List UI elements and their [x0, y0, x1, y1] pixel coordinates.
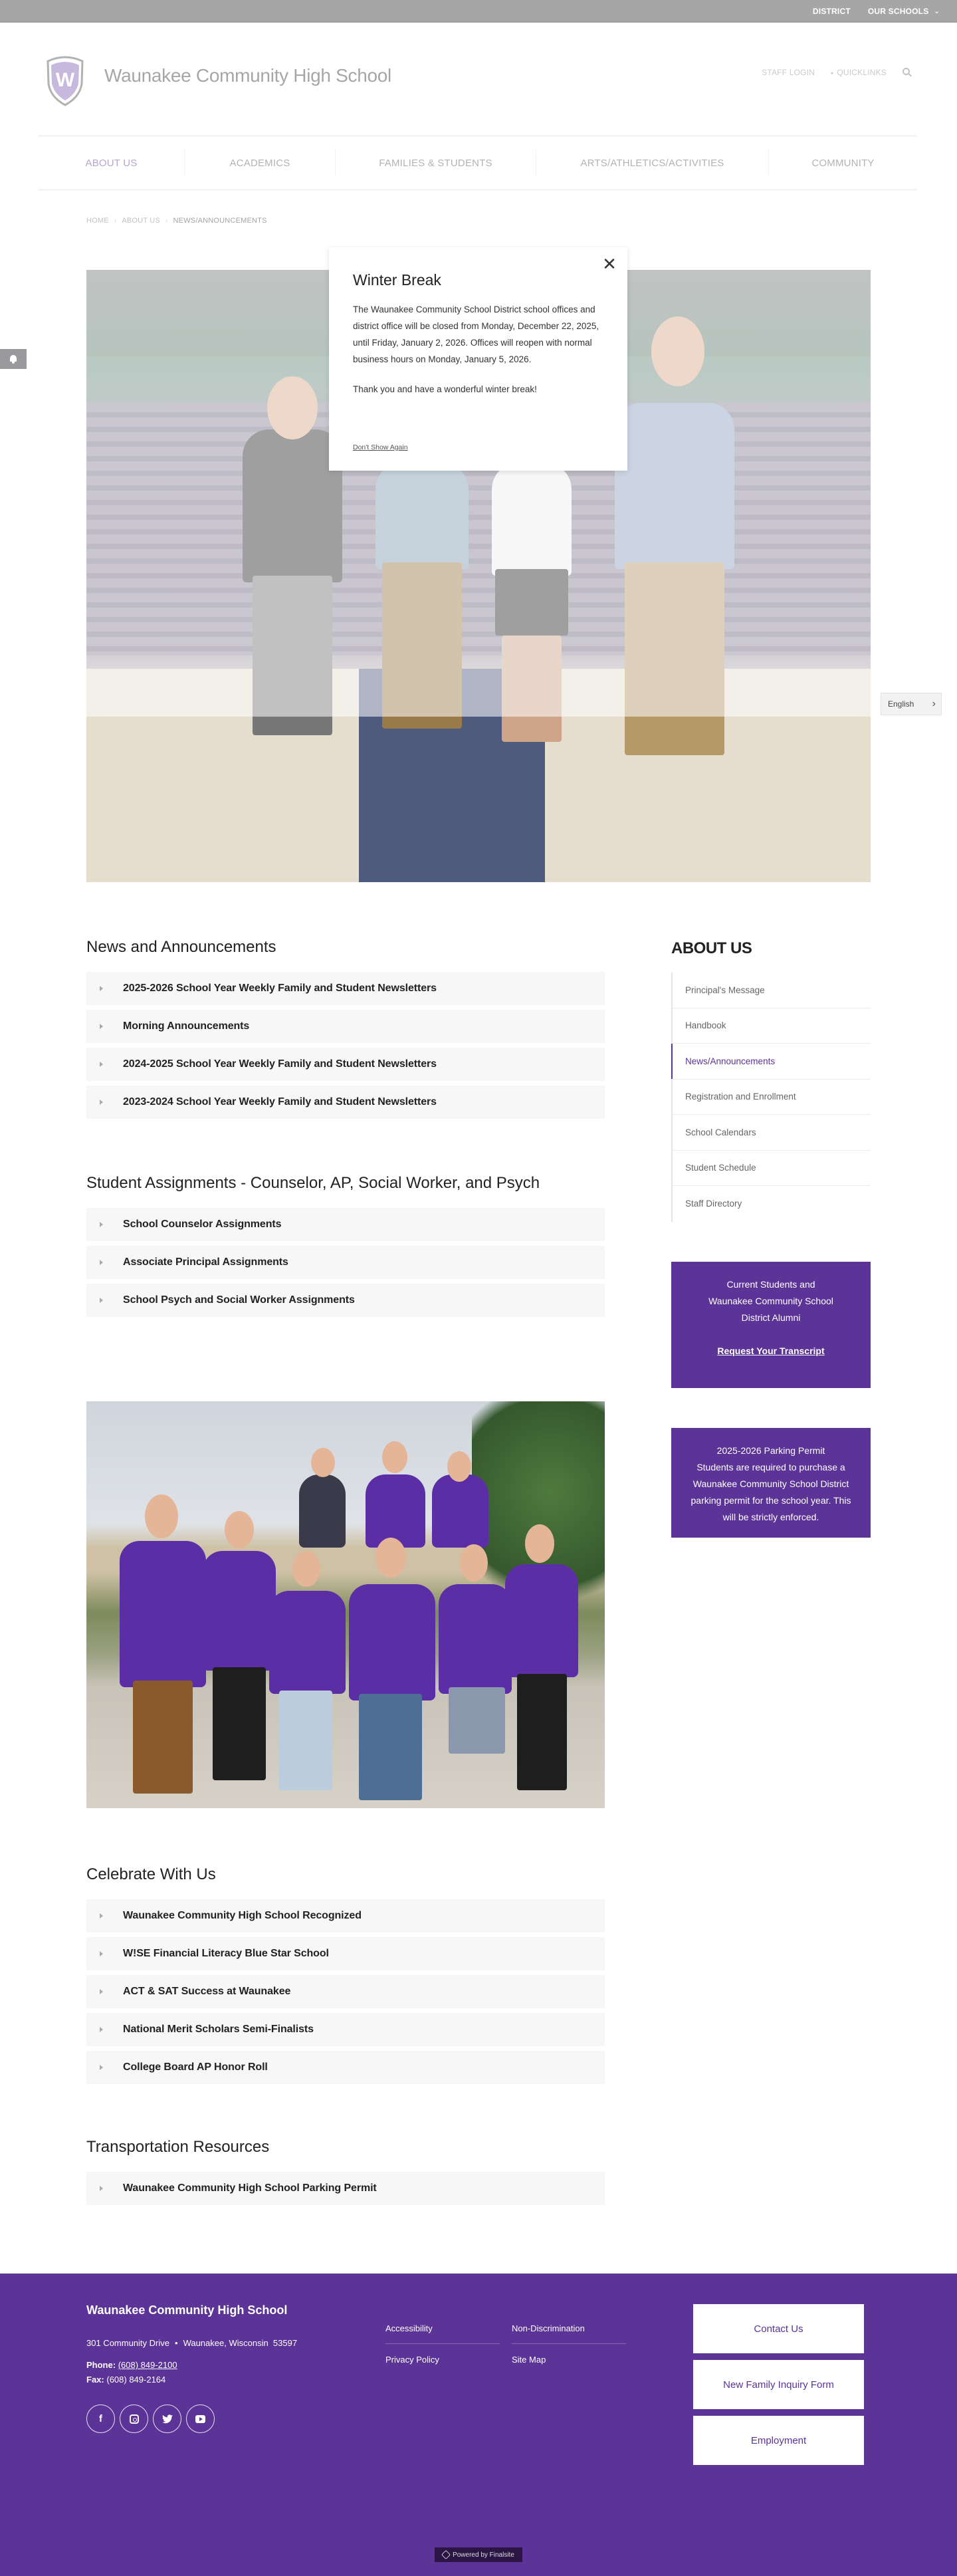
- section-title-student-assignments: Student Assignments - Counselor, AP, Social Worker, and Psych: [86, 1174, 540, 1192]
- accordion-item[interactable]: [86, 1975, 605, 2008]
- sidebar-item-news-announcements[interactable]: News/Announcements: [673, 1044, 871, 1080]
- modal-paragraph: Thank you and have a wonderful winter break!: [353, 384, 537, 394]
- accordion-item-label: Waunakee Community High School Parking Permit: [123, 2182, 377, 2194]
- sidebar-title: ABOUT US: [671, 939, 752, 957]
- bell-icon: [9, 354, 17, 364]
- accordion-news: [86, 972, 605, 1123]
- fax-number: (608) 849-2164: [106, 2375, 166, 2385]
- accordion-item[interactable]: [86, 1284, 605, 1317]
- accordion-item-label: Associate Principal Assignments: [123, 1256, 288, 1268]
- caret-right-icon: [100, 2027, 103, 2032]
- non-discrimination-link[interactable]: Non-Discrimination: [512, 2313, 626, 2344]
- accordion-item[interactable]: [86, 2172, 605, 2205]
- footer-phone: [86, 2360, 177, 2370]
- caret-right-icon: [100, 986, 103, 991]
- accordion-item[interactable]: [86, 1208, 605, 1241]
- transcript-promo-text: Current Students and Waunakee Community School District Alumni: [708, 1279, 833, 1323]
- accordion-item[interactable]: [86, 1086, 605, 1119]
- sidebar-nav: [671, 973, 871, 1222]
- site-map-link[interactable]: Site Map: [512, 2354, 546, 2365]
- fax-label: Fax:: [86, 2375, 104, 2385]
- accessibility-link[interactable]: Accessibility: [385, 2313, 500, 2344]
- accordion-item[interactable]: [86, 1246, 605, 1279]
- caret-right-icon: [100, 1989, 103, 1994]
- accordion-item-label: Morning Announcements: [123, 1020, 250, 1032]
- accordion-item-label: 2025-2026 School Year Weekly Family and Student Newsletters: [123, 983, 437, 994]
- caret-right-icon: [100, 1222, 103, 1227]
- caret-right-icon: [100, 2065, 103, 2070]
- request-transcript-link[interactable]: Request Your Transcript: [717, 1346, 825, 1356]
- social-links: [86, 2404, 215, 2433]
- caret-right-icon: [100, 1260, 103, 1265]
- accordion-transportation: [86, 2172, 605, 2210]
- modal-title: Winter Break: [353, 271, 441, 289]
- accordion-item-label: 2023-2024 School Year Weekly Family and Student Newsletters: [123, 1096, 437, 1108]
- accordion-item-label: School Psych and Social Worker Assignments: [123, 1294, 355, 1306]
- chevron-right-icon: ›: [932, 698, 936, 709]
- footer: [0, 2274, 957, 2576]
- sidebar-item-school-calendars[interactable]: School Calendars: [673, 1115, 871, 1151]
- caret-right-icon: [100, 2186, 103, 2191]
- accordion-item-label: 2024-2025 School Year Weekly Family and Student Newsletters: [123, 1058, 437, 1070]
- accordion-item[interactable]: [86, 1048, 605, 1081]
- section-title-news: News and Announcements: [86, 938, 276, 956]
- accordion-item-label: ACT & SAT Success at Waunakee: [123, 1986, 291, 1997]
- accordion-item-label: W!SE Financial Literacy Blue Star School: [123, 1948, 329, 1959]
- footer-buttons: [693, 2304, 864, 2472]
- phone-link[interactable]: (608) 849-2100: [118, 2360, 177, 2370]
- accordion-item[interactable]: [86, 1010, 605, 1043]
- accordion-item-label: Waunakee Community High School Recognized: [123, 1910, 362, 1921]
- new-family-inquiry-button[interactable]: New Family Inquiry Form: [693, 2360, 864, 2409]
- twitter-bird-icon: [162, 2414, 173, 2424]
- accordion-item[interactable]: [86, 1937, 605, 1970]
- parking-promo-heading: 2025-2026 Parking Permit: [716, 1445, 825, 1456]
- close-icon[interactable]: ✕: [599, 254, 619, 274]
- language-value: English: [888, 699, 914, 709]
- accordion-student-assignments: [86, 1208, 605, 1322]
- footer-city: Waunakee, Wisconsin 53597: [183, 2338, 298, 2348]
- footer-address: [86, 2338, 297, 2348]
- accordion-item[interactable]: [86, 1899, 605, 1932]
- caret-right-icon: [100, 1298, 103, 1303]
- footer-school-name: Waunakee Community High School: [86, 2303, 288, 2317]
- powered-by-label: Powered by Finalsite: [453, 2551, 514, 2559]
- phone-label: Phone:: [86, 2360, 116, 2370]
- accordion-item-label: National Merit Scholars Semi-Finalists: [123, 2024, 314, 2035]
- facebook-glyph: f: [99, 2413, 102, 2424]
- modal-body: [353, 301, 603, 398]
- parking-permit-promo: [671, 1428, 871, 1538]
- privacy-policy-link[interactable]: Privacy Policy: [385, 2354, 439, 2365]
- sidebar-item-student-schedule[interactable]: Student Schedule: [673, 1151, 871, 1187]
- language-select[interactable]: [881, 693, 942, 715]
- powered-by-finalsite[interactable]: [435, 2547, 522, 2562]
- caret-right-icon: [100, 1024, 103, 1029]
- footer-links: [385, 2313, 626, 2375]
- twitter-icon[interactable]: [153, 2404, 181, 2433]
- transcript-promo: [671, 1262, 871, 1388]
- accordion-celebrate: [86, 1899, 605, 2089]
- parking-promo-text: Students are required to purchase a Waunakee Community School District parking permit for the school year. This will be strictly enforced.: [691, 1462, 851, 1522]
- finalsite-logo-icon: [441, 2550, 451, 2559]
- instagram-icon[interactable]: [120, 2404, 148, 2433]
- caret-right-icon: [100, 1951, 103, 1956]
- caret-right-icon: [100, 1062, 103, 1067]
- employment-button[interactable]: Employment: [693, 2416, 864, 2465]
- caret-right-icon: [100, 1100, 103, 1105]
- winter-break-modal: [329, 247, 627, 471]
- contact-us-button[interactable]: Contact Us: [693, 2304, 864, 2353]
- accordion-item[interactable]: [86, 2013, 605, 2046]
- footer-street: 301 Community Drive: [86, 2338, 169, 2348]
- notifications-tab[interactable]: [0, 349, 27, 369]
- section-title-transportation: Transportation Resources: [86, 2138, 270, 2156]
- accordion-item[interactable]: [86, 972, 605, 1005]
- accordion-item-label: School Counselor Assignments: [123, 1219, 282, 1230]
- caret-right-icon: [100, 1913, 103, 1919]
- section-title-celebrate: Celebrate With Us: [86, 1865, 216, 1883]
- footer-fax: [86, 2375, 165, 2385]
- accordion-item-label: College Board AP Honor Roll: [123, 2061, 268, 2073]
- sidebar-item-registration[interactable]: Registration and Enrollment: [673, 1080, 871, 1115]
- accordion-item[interactable]: [86, 2051, 605, 2084]
- dont-show-again-link[interactable]: Don't Show Again: [353, 443, 408, 451]
- sidebar-item-handbook[interactable]: Handbook: [673, 1008, 871, 1044]
- bullet-separator: •: [175, 2338, 178, 2348]
- facebook-icon[interactable]: [86, 2404, 115, 2433]
- modal-paragraph: The Waunakee Community School District school offices and district office will be closed from Monday, December 22, 2025, until Friday, January 2, 2026. Offices will reopen with normal business hours on Monday, January 5, 2026.: [353, 304, 599, 364]
- sidebar-item-principals-message[interactable]: Principal's Message: [673, 973, 871, 1008]
- team-photo: [86, 1401, 605, 1808]
- youtube-icon[interactable]: [186, 2404, 215, 2433]
- sidebar-item-staff-directory[interactable]: Staff Directory: [685, 1199, 742, 1209]
